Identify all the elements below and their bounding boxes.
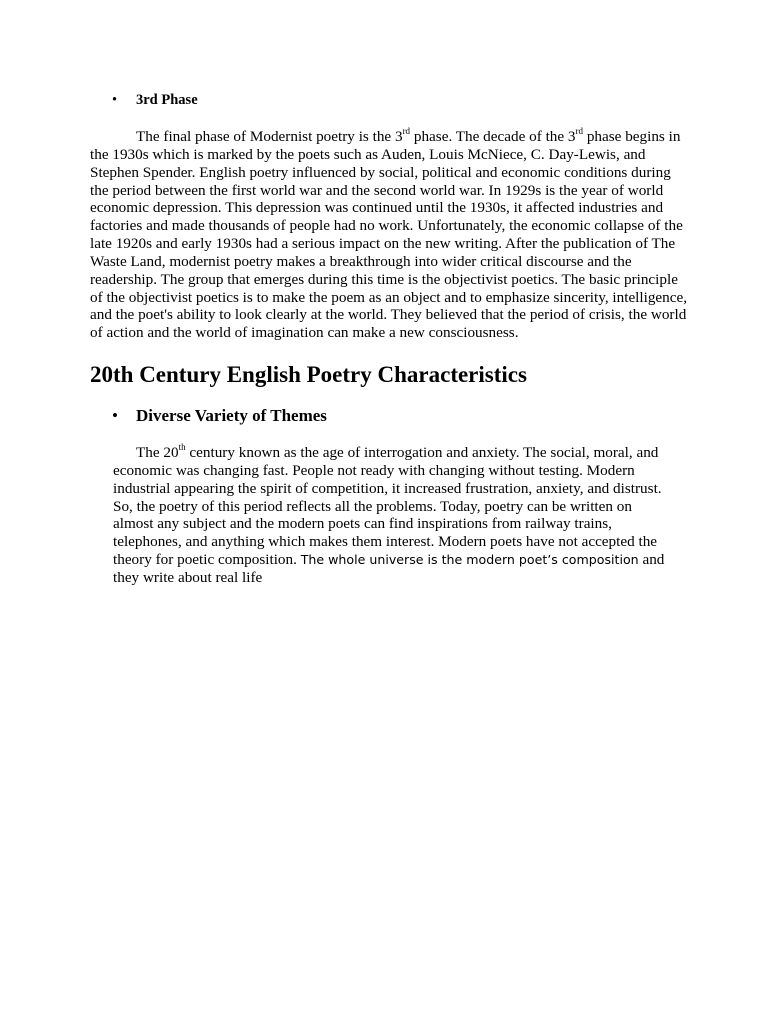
bullet-diverse-themes xyxy=(112,406,327,426)
para1-text-a: The final phase of Modernist poetry is the 3 xyxy=(136,128,403,145)
section-heading: 20th Century English Poetry Characteristics xyxy=(90,362,527,387)
subheading-3rd-phase: 3rd Phase xyxy=(136,92,198,108)
para1-text-b: phase. The decade of the 3 xyxy=(410,128,576,145)
para2-text-c: and they write about real life xyxy=(113,551,665,586)
bullet-3rd-phase xyxy=(112,92,198,109)
para1-superscript-rd-1: rd xyxy=(402,125,411,136)
bullet-icon: • xyxy=(112,92,118,108)
paragraph-diverse-themes xyxy=(113,441,673,587)
para2-text-sans: The whole universe is the modern poet’s composition xyxy=(300,552,639,568)
para2-text-a: The 20 xyxy=(136,444,179,461)
para2-text-b: century known as the age of interrogation and anxiety. The social, moral, and economic was changing fast. People not ready with changing without testing. Modern industrial appearing the spirit of competition, it increased frustration, anxiety, and distrust. So, the poetry of this period reflects all the problems. Today, poetry can be written on almost any subject and the modern poets can find inspirations from railway trains, telephones, and anything which makes them interest. Modern poets have not accepted the theory for poetic composition. xyxy=(113,444,662,569)
subheading-diverse-themes: Diverse Variety of Themes xyxy=(136,406,327,425)
para1-text-c: phase begins in the 1930s which is marked by the poets such as Auden, Louis McNiece, C. Day-Lewis, and Stephen Spender. English poetry influenced by social, political and economic conditions during the period between the first world war and the second world war. In 1929s is the year of world economic depression. This depression was continued until the 1930s, it affected industries and factories and made thousands of people had no work. Unfortunately, the economic collapse of the late 1920s and early 1930s had a serious impact on the new writing. After the publication of The Waste Land, modernist poetry makes a breakthrough into wider critical discourse and the readership. The group that emerges during this time is the objectivist poetics. The basic principle of the objectivist poetics is to make the poem as an object and to emphasize sincerity, intelligence, and the poet's ability to look clearly at the world. They believed that the period of crisis, the world of action and the world of imagination can make a new consciousness. xyxy=(90,128,688,342)
paragraph-3rd-phase xyxy=(90,125,690,342)
bullet-icon: • xyxy=(112,406,118,425)
para1-superscript-rd-2: rd xyxy=(575,125,584,136)
para2-superscript-th: th xyxy=(178,441,186,452)
